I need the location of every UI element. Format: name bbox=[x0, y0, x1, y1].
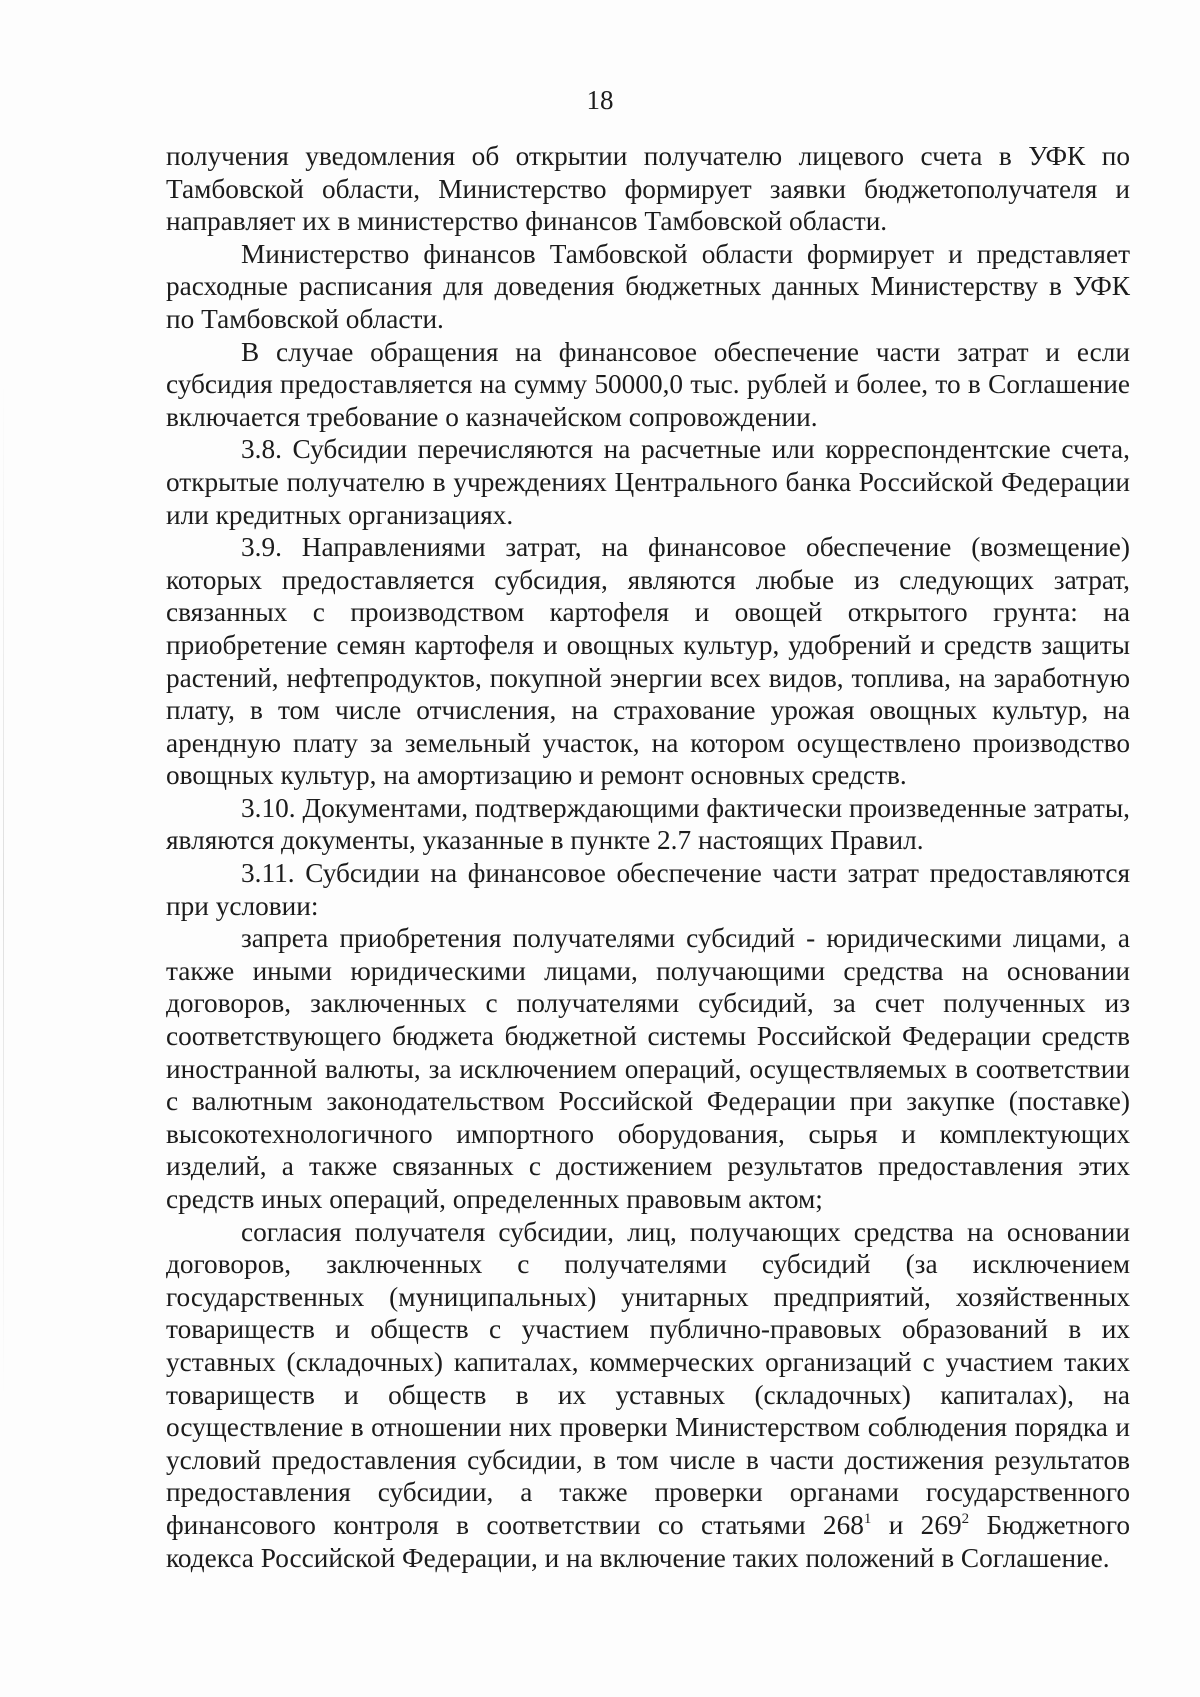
page-number: 18 bbox=[586, 85, 614, 115]
paragraph-clause-3-10: 3.10. Документами, подтверждающими фактически произведенные затраты, являются документы, указанные в пункте 2.7 настоящих Правил. bbox=[166, 792, 1130, 856]
paragraph-clause-3-11: 3.11. Субсидии на финансовое обеспечение части затрат предоставляются при условии: bbox=[166, 858, 1130, 921]
paragraph-budget-schedules: Министерство финансов Тамбовской области формирует и представляет расходные расписания для доведения бюджетных данных Министерству в УФК по Тамбовской области. bbox=[166, 238, 1130, 334]
consent-text-part-3: Бюджетного кодекса Российской Федерации, и на включение таких положений в Соглашение. bbox=[166, 1509, 1130, 1573]
paragraph-clause-3-8: 3.8. Субсидии перечисляются на расчетные или корреспондентские счета, открытые получателю в учреждениях Центрального банка Российской Федерации или кредитных организациях. bbox=[166, 434, 1130, 530]
paragraph-treasury-support: В случае обращения на финансовое обеспечение части затрат и если субсидия предоставляется на сумму 50000,0 тыс. рублей и более, то в Соглашение включается требование о казначейском сопровождении. bbox=[166, 336, 1130, 432]
document-body bbox=[166, 140, 1130, 1574]
consent-text-part-2: и 269 bbox=[871, 1509, 962, 1540]
paragraph-continuation: получения уведомления об открытии получателю лицевого счета в УФК по Тамбовской области, Министерство формирует заявки бюджетополучателя и направляет их в министерство финансов Тамбовской области. bbox=[166, 141, 1130, 237]
paragraph-inspection-consent bbox=[166, 1216, 1130, 1575]
consent-text-part-1: согласия получателя субсидии, лиц, получающих средства на основании договоров, заключенных с получателями субсидий (за исключением государственных (муниципальных) унитарных предприятий, хозяйственных товариществ и обществ с участием публично-правовых образований в их уставных (складочных) капиталах, коммерческих организаций с участием таких товариществ и обществ в их уставных (складочных) капиталах), на осуществление в отношении них проверки Министерством соблюдения порядка и условий предоставления субсидии, в том числе в части достижения результатов предоставления субсидии, а также проверки органами государственного финансового контроля в соответствии со статьями 268 bbox=[166, 1216, 1130, 1540]
paragraph-currency-prohibition: запрета приобретения получателями субсидий - юридическими лицами, а также иными юридическими лицами, получающими средства на основании договоров, заключенных с получателями субсидий, за счет полученных из соответствующего бюджета бюджетной системы Российской Федерации средств иностранной валюты, за исключением операций, осуществляемых в соответствии с валютным законодательством Российской Федерации при закупке (поставке) высокотехнологичного импортного оборудования, сырья и комплектующих изделий, а также связанных с достижением результатов предоставления этих средств иных операций, определенных правовым актом; bbox=[166, 923, 1130, 1214]
footnote-mark-1: 1 bbox=[863, 1510, 872, 1527]
footnote-mark-2: 2 bbox=[961, 1510, 970, 1527]
scan-edge-shadow bbox=[3, 380, 4, 1400]
paragraph-clause-3-9: 3.9. Направлениями затрат, на финансовое обеспечение (возмещение) которых предоставляется субсидия, являются любые из следующих затрат, связанных с производством картофеля и овощей открытого грунта: на приобретение семян картофеля и овощных культур, удобрений и средств защиты растений, нефтепродуктов, покупной энергии всех видов, топлива, на заработную плату, в том числе отчисления, на страхование урожая овощных культур, на арендную плату за земельный участок, на котором осуществлено производство овощных культур, на амортизацию и ремонт основных средств. bbox=[166, 532, 1130, 791]
